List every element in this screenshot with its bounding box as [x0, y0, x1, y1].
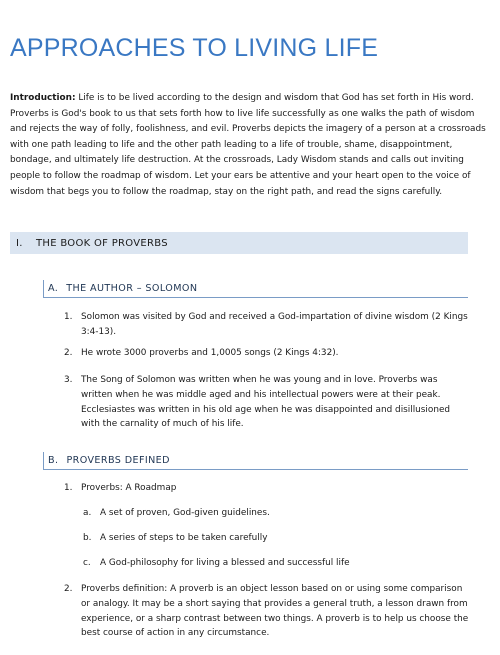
sublist-item [83, 556, 468, 571]
list-item-text: Proverbs definition: A proverb is an object lesson based on or using some comparison or analogy. It may be a short saying that provides a general truth, a lesson drawn from experience, or a sharp contrast between two things. A proverb is to help us choose the best course of action in any circumstance. [81, 584, 469, 639]
sublist-item-text: A set of proven, God-given guidelines. [100, 508, 270, 518]
sublist-marker: b. [83, 533, 92, 543]
list-marker: 2. [64, 348, 73, 358]
sublist-item [83, 506, 468, 521]
subsection-title: THE AUTHOR – SOLOMON [66, 283, 198, 294]
subsection-letter: B. [48, 455, 59, 466]
section-number: I. [16, 237, 23, 249]
list-marker: 1. [64, 312, 73, 322]
list-marker: 3. [64, 375, 73, 385]
sublist-marker: a. [83, 508, 92, 518]
list-item [64, 346, 469, 361]
subsection-letter: A. [48, 283, 59, 294]
intro-lead: Introduction: [10, 93, 76, 103]
list-item [64, 310, 469, 340]
intro-text: Life is to be lived according to the design and wisdom that God has set forth in His word. Proverbs is God's book to us that sets forth how to live life successfully as one walks the path of wisdom and rejects the way of folly, foolishness, and evil. Proverbs depicts the imagery of a person at a crossroads with one path leading to life and the other path leading to a life of trouble, shame, disappointment, bondage, and ultimately life destruction. At the crossroads, Lady Wisdom stands and calls out inviting people to follow the roadmap of wisdom. Let your ears be attentive and your heart open to the voice of wisdom that begs you to follow the roadmap, stay on the right path, and read the signs carefully. [10, 93, 486, 197]
section-title: THE BOOK OF PROVERBS [36, 237, 168, 249]
list-marker: 1. [64, 483, 73, 493]
sublist-marker: c. [83, 558, 91, 568]
page-title: APPROACHES TO LIVING LIFE [10, 34, 379, 62]
list-item [64, 373, 469, 432]
section-heading [10, 232, 468, 254]
list-item-text: Proverbs: A Roadmap [81, 483, 177, 493]
subsection-title: PROVERBS DEFINED [66, 455, 170, 466]
list-item-text: The Song of Solomon was written when he was young and in love. Proverbs was written when he was middle aged and his intellectual powers were at their peak. Ecclesiastes was written in his old age when he was disappointed and disillusioned with the carnality of much of his life. [81, 375, 451, 430]
list-item-text: He wrote 3000 proverbs and 1,0005 songs (2 Kings 4:32). [81, 348, 339, 358]
subsection-heading-defined [43, 452, 468, 470]
subsection-heading-author [43, 280, 468, 298]
sublist-item [83, 531, 468, 546]
sublist-item-text: A God-philosophy for living a blessed and successful life [100, 558, 350, 568]
intro-paragraph [10, 91, 488, 200]
list-item [64, 481, 469, 496]
sublist-item-text: A series of steps to be taken carefully [100, 533, 268, 543]
list-item-text: Solomon was visited by God and received a God-impartation of divine wisdom (2 Kings 3:4-13). [81, 312, 468, 337]
list-marker: 2. [64, 584, 73, 594]
list-item [64, 582, 469, 641]
